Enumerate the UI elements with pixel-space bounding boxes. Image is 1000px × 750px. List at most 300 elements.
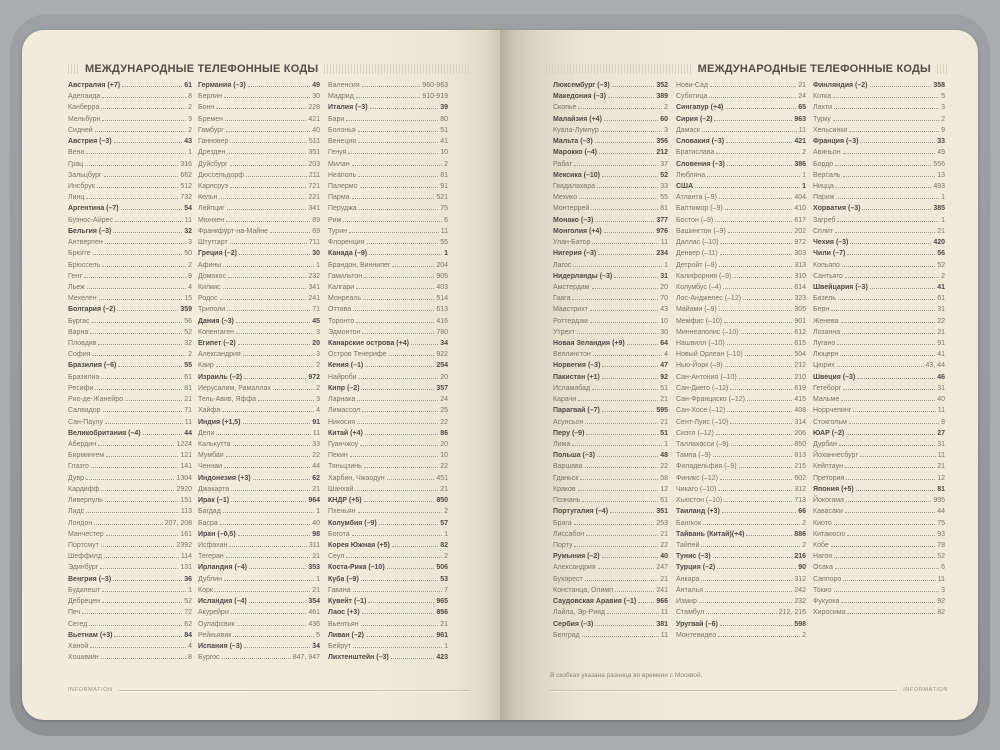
place-name: Сирия (–2) [676, 115, 713, 123]
dot-leader [358, 176, 438, 177]
dot-leader [364, 501, 435, 502]
dot-leader [258, 400, 314, 401]
phone-code: 21 [660, 575, 668, 583]
phone-code: 60 [660, 115, 668, 123]
phone-code: 21 [312, 553, 320, 561]
place-name: Исландия (–4) [198, 598, 247, 606]
place-name: Эдмонтон [328, 328, 361, 336]
code-entry-row [328, 217, 448, 228]
place-name: Хайфа [198, 407, 221, 415]
place-name: Женева [813, 317, 839, 325]
phone-code: 2 [188, 104, 192, 112]
code-entry-row [68, 531, 192, 542]
place-name: Никосия [328, 418, 356, 426]
code-entry-row [198, 205, 320, 216]
dot-leader [237, 625, 307, 626]
phone-code: 662 [180, 171, 192, 179]
code-entry-row [553, 576, 668, 587]
header-hatch-right-start [546, 64, 692, 74]
code-entry-row [676, 228, 806, 239]
place-name: Кобе [813, 541, 829, 549]
place-name: Тель-Авив, Яффа [198, 396, 256, 404]
code-entry-row [328, 262, 448, 273]
dot-leader [392, 266, 434, 267]
dot-leader [582, 636, 659, 637]
phone-code: 81 [937, 485, 945, 493]
place-name: Александрия [553, 564, 596, 572]
phone-code: 966 [656, 598, 668, 606]
code-entry-row [68, 643, 192, 654]
phone-code: 2 [444, 508, 448, 516]
dot-leader [363, 299, 434, 300]
place-name: Тампа (–9) [676, 452, 711, 460]
place-name: Кения (–1) [328, 362, 364, 370]
dot-leader [833, 120, 939, 121]
dot-leader [720, 625, 792, 626]
code-entry-row [553, 172, 668, 183]
place-name: США [676, 182, 694, 190]
place-name: Сиэтл (–12) [676, 429, 714, 437]
dot-leader [343, 221, 442, 222]
phone-code: 2 [802, 541, 806, 549]
phone-code: 421 [794, 138, 806, 146]
place-name: Чили (–7) [813, 250, 846, 258]
code-entry-row [553, 104, 668, 115]
dot-leader [614, 277, 658, 278]
phone-code: 615 [794, 340, 806, 348]
phone-code: 1224 [176, 441, 192, 448]
phone-code: 314 [794, 418, 806, 426]
dot-leader [585, 423, 658, 424]
code-entry-row [198, 262, 320, 273]
place-name: Пхеньян [328, 508, 356, 516]
code-entry-row [68, 351, 192, 362]
place-name: Генуя [328, 149, 347, 157]
information-label: INFORMATION [68, 687, 113, 693]
code-entry-row [553, 430, 668, 441]
place-name: Вашингтон (–9) [676, 227, 726, 235]
dot-leader [725, 209, 793, 210]
phone-code: 12 [937, 474, 945, 482]
place-name: Копенгаген [198, 328, 234, 336]
place-name: Зальцбург [68, 171, 102, 179]
dot-leader [236, 333, 314, 334]
code-entry-row [328, 463, 448, 474]
code-entry-row [553, 486, 668, 497]
dot-leader [841, 322, 936, 323]
dot-leader [249, 602, 307, 603]
place-name: Балтимор (–9) [676, 205, 723, 213]
dot-leader [86, 512, 179, 513]
dot-leader [713, 456, 793, 457]
dot-leader [243, 423, 311, 424]
code-entry-row [198, 520, 320, 531]
dot-leader [228, 277, 306, 278]
place-name: Любляна [676, 171, 706, 179]
code-entry-row [68, 273, 192, 284]
code-entry-row [553, 161, 668, 172]
phone-code: 54 [184, 205, 192, 213]
code-entry-row [676, 138, 806, 149]
dot-leader [253, 479, 311, 480]
phone-code: 21 [937, 463, 945, 471]
code-entry-row [68, 475, 192, 486]
code-entry-row [68, 183, 192, 194]
place-name: Стокгольм [813, 418, 847, 426]
dot-leader [853, 411, 935, 412]
code-entry-row [553, 475, 668, 486]
code-entry-row [68, 362, 192, 373]
code-entry-row [553, 564, 668, 575]
place-name: Дели [198, 429, 215, 437]
dot-leader [860, 142, 935, 143]
phone-code: 202 [794, 227, 806, 235]
phone-code: 32 [184, 340, 192, 348]
dot-leader [597, 456, 658, 457]
code-entry-row [676, 82, 806, 93]
phone-code: 1304 [176, 474, 192, 482]
phone-code: 114 [180, 553, 192, 561]
place-name: Франция (–3) [813, 138, 859, 146]
dot-leader [216, 434, 310, 435]
dot-leader [227, 310, 310, 311]
phone-code: 47 [660, 362, 668, 370]
phone-code: 8 [941, 418, 945, 426]
code-entry-row [553, 228, 668, 239]
place-name: Исламабад [553, 384, 591, 392]
place-name: Кувейт (–1) [328, 598, 367, 606]
place-name: Гетеборг [813, 384, 842, 392]
place-name: Нидерланды (–3) [553, 272, 613, 280]
code-entry-row [676, 531, 806, 542]
dot-leader [836, 187, 931, 188]
code-entry-row [68, 452, 192, 463]
phone-code: 151 [180, 497, 192, 505]
place-name: Стамбул [676, 609, 705, 617]
phone-code: 32 [184, 227, 192, 235]
code-entry-row [198, 374, 320, 385]
dot-leader [238, 344, 310, 345]
code-entry-row [198, 643, 320, 654]
code-entry-row [813, 497, 945, 508]
phone-code: 2920 [176, 485, 192, 493]
place-name: Перуджа [328, 205, 357, 213]
code-entry-row [328, 587, 448, 598]
phone-code: 310 [794, 272, 806, 280]
phone-code: 972 [308, 373, 320, 381]
phone-code: 721 [308, 182, 320, 190]
place-name: Сидней [68, 126, 93, 134]
place-name: Норрчепинг [813, 407, 852, 415]
phone-code: 228 [308, 104, 320, 112]
place-name: Швейцария (–3) [813, 283, 868, 291]
dot-leader [843, 153, 936, 154]
phone-code: 21 [660, 530, 668, 538]
place-name: Денвер (–11) [676, 250, 718, 258]
place-name: Карлсруэ [198, 182, 229, 190]
phone-code: 50 [184, 250, 192, 258]
phone-code: 905 [436, 272, 448, 280]
dot-leader [85, 165, 178, 166]
code-entry-row [553, 149, 668, 160]
place-name: Багдад [198, 508, 221, 516]
phone-code: 1 [802, 171, 806, 179]
phone-code: 86 [440, 429, 448, 437]
dot-leader [346, 557, 442, 558]
phone-code: 357 [436, 384, 448, 392]
place-name: Лугано [813, 340, 836, 348]
place-name: Финляндия (–2) [813, 82, 868, 89]
timezone-footnote: В скобках указана разница во времени с Москвой. [550, 672, 703, 679]
place-name: Асунсьон [553, 418, 584, 426]
code-entry-row [198, 138, 320, 149]
code-entry-row [328, 407, 448, 418]
code-entry-row [813, 486, 945, 497]
code-entry-row [553, 284, 668, 295]
code-entry-row [676, 385, 806, 396]
code-entry-row [676, 497, 806, 508]
dot-leader [703, 524, 800, 525]
phone-code: 436 [308, 620, 320, 628]
open-spread [22, 30, 978, 720]
phone-code: 960-963 [422, 82, 448, 89]
dot-leader [104, 557, 179, 558]
phone-code: 20 [440, 441, 448, 448]
phone-code: 81 [184, 384, 192, 392]
dot-leader [90, 333, 182, 334]
place-name: Кавасаки [813, 508, 843, 516]
dot-leader [244, 378, 306, 379]
phone-code: 965 [436, 598, 448, 606]
phone-code: 602 [794, 474, 806, 482]
phone-code: 58 [660, 474, 668, 482]
place-name: Познань [553, 497, 581, 505]
code-entry-row [553, 295, 668, 306]
dot-leader [831, 546, 935, 547]
code-entry-row [676, 217, 806, 228]
phone-code: 36 [184, 575, 192, 583]
place-name: Богота [328, 530, 350, 538]
code-entry-row [328, 497, 448, 508]
place-name: Оттава [328, 306, 352, 314]
page-title: МЕЖДУНАРОДНЫЕ ТЕЛЕФОННЫЕ КОДЫ [85, 62, 319, 75]
phone-code: 49 [312, 82, 320, 89]
place-name: Грац [68, 160, 84, 168]
place-name: Цюрих [813, 362, 835, 370]
code-entry-row [813, 396, 945, 407]
code-entry-row [553, 351, 668, 362]
dot-leader [86, 479, 174, 480]
place-name: Нигерия (–3) [553, 250, 597, 258]
phone-code: 963 [794, 115, 806, 123]
place-name: Версаль [813, 171, 841, 179]
phone-code: 81 [440, 171, 448, 179]
place-name: Мехелен [68, 295, 97, 303]
phone-code: 215 [794, 463, 806, 471]
code-entry-row [813, 318, 945, 329]
code-entry-row [676, 430, 806, 441]
phone-code: 52 [660, 171, 668, 179]
code-entry-row [68, 520, 192, 531]
phone-code: 69 [312, 227, 320, 235]
phone-code: 1 [941, 216, 945, 224]
dot-leader [598, 568, 655, 569]
code-entry-row [813, 609, 945, 620]
phone-code: 11 [660, 609, 668, 617]
place-name: Тегеран [198, 553, 224, 561]
place-name: Кельн [198, 194, 218, 202]
dot-leader [592, 288, 659, 289]
phone-code: 595 [656, 407, 668, 415]
place-name: Претория [813, 474, 845, 482]
dot-leader [349, 232, 439, 233]
place-name: Корк [198, 586, 213, 594]
code-entry-row [68, 374, 192, 385]
page-footer-left [68, 686, 470, 694]
code-entry-row [328, 430, 448, 441]
code-entry-row [68, 385, 192, 396]
phone-code: 323 [794, 295, 806, 303]
place-name: Дания (–3) [198, 317, 234, 325]
place-name: Япония (+5) [813, 485, 854, 493]
phone-code: 232 [794, 598, 806, 606]
code-entry-row [328, 273, 448, 284]
dot-leader [842, 333, 935, 334]
code-entry-row [813, 407, 945, 418]
dot-leader [724, 501, 792, 502]
dot-leader [701, 580, 792, 581]
dot-leader [638, 602, 654, 603]
code-entry-row [198, 576, 320, 587]
dot-leader [599, 153, 654, 154]
phone-code: 612 [794, 328, 806, 336]
dot-leader [722, 512, 796, 513]
phone-code: 6 [444, 216, 448, 224]
dot-leader [98, 445, 174, 446]
code-entry-row [813, 228, 945, 239]
code-entry-row [198, 183, 320, 194]
dot-leader [353, 647, 442, 648]
code-entry-row [328, 643, 448, 654]
code-entry-row [68, 542, 192, 553]
place-name: Измир [676, 598, 697, 606]
dot-leader [578, 108, 662, 109]
code-entry-row [68, 217, 192, 228]
place-name: Загреб [813, 216, 836, 224]
code-entry-row [198, 149, 320, 160]
place-name: Атланта (–9) [676, 194, 717, 202]
code-entry-row [553, 239, 668, 250]
place-name: Таиланд (+3) [676, 508, 720, 516]
place-name: Гданьск [553, 474, 579, 482]
place-name: Китакюсю [813, 530, 846, 538]
dot-leader [856, 490, 935, 491]
phone-code: 52 [937, 261, 945, 269]
dot-leader [602, 411, 655, 412]
code-entry-row [676, 329, 806, 340]
code-entry-row [198, 553, 320, 564]
place-name: Будапешт [68, 586, 101, 594]
phone-code: 4 [188, 283, 192, 291]
place-name: Хиросима [813, 609, 846, 617]
code-entry-row [198, 239, 320, 250]
place-name: Словакия (–3) [676, 138, 725, 146]
place-name: Йоханнесбург [813, 452, 859, 460]
dot-leader [236, 322, 310, 323]
code-entry-row [198, 508, 320, 519]
place-name: Монако (–3) [553, 216, 594, 224]
phone-code: 423 [436, 654, 448, 662]
dot-leader [102, 591, 186, 592]
place-name: Куба (–9) [328, 575, 359, 583]
dot-leader [227, 209, 307, 210]
place-name: Копьяпо [813, 261, 840, 269]
phone-code: 4 [188, 642, 192, 650]
place-name: Котка [813, 93, 832, 101]
code-entry-row [198, 340, 320, 351]
phone-code: 12 [660, 485, 668, 493]
place-name: Суботица [676, 93, 708, 101]
dot-leader [707, 176, 800, 177]
place-name: Харбин, Чжаодун [328, 474, 385, 482]
dot-leader [590, 322, 658, 323]
phone-code: 415 [794, 396, 806, 404]
place-name: Лима [553, 441, 571, 448]
place-name: Брага [553, 519, 572, 527]
dot-leader [727, 344, 793, 345]
phone-code: 34 [312, 642, 320, 650]
code-entry-row [676, 273, 806, 284]
place-name: Токио [813, 586, 832, 594]
dot-leader [101, 546, 175, 547]
place-name: Констанца, Олимп [553, 586, 613, 594]
phone-code: 61 [937, 295, 945, 303]
code-entry-row [813, 306, 945, 317]
code-entry-row [676, 632, 806, 643]
phone-code: 52 [184, 328, 192, 336]
code-entry-row [328, 576, 448, 587]
place-name: Портсмут [68, 541, 99, 549]
dot-leader [101, 658, 186, 659]
code-entry-row [328, 441, 448, 452]
dot-leader [579, 198, 658, 199]
place-name: Найроби [328, 373, 357, 381]
dot-leader [706, 613, 777, 614]
place-name: Ирак (–1) [198, 497, 230, 505]
place-name: Брюгге [68, 250, 91, 258]
phone-code: 20 [660, 283, 668, 291]
place-name: Мальта (–3) [553, 138, 593, 146]
place-name: Пекин [328, 452, 348, 460]
place-name: Монтевидео [676, 631, 717, 639]
phone-code: 2 [802, 149, 806, 157]
dot-leader [725, 366, 793, 367]
place-name: Варшава [553, 463, 583, 471]
code-entry-row [813, 531, 945, 542]
code-entry-row [68, 104, 192, 115]
phone-code: 46 [937, 373, 945, 381]
phone-code: 49 [937, 149, 945, 157]
place-name: Австралия (+7) [68, 82, 121, 89]
place-name: Афины [198, 261, 222, 269]
code-entry-row [68, 93, 192, 104]
dot-leader [716, 434, 793, 435]
code-entry-row [553, 194, 668, 205]
code-entry-row [68, 340, 192, 351]
phone-code: 57 [440, 519, 448, 527]
place-name: Дебрецен [68, 598, 101, 606]
dot-leader [843, 389, 935, 390]
